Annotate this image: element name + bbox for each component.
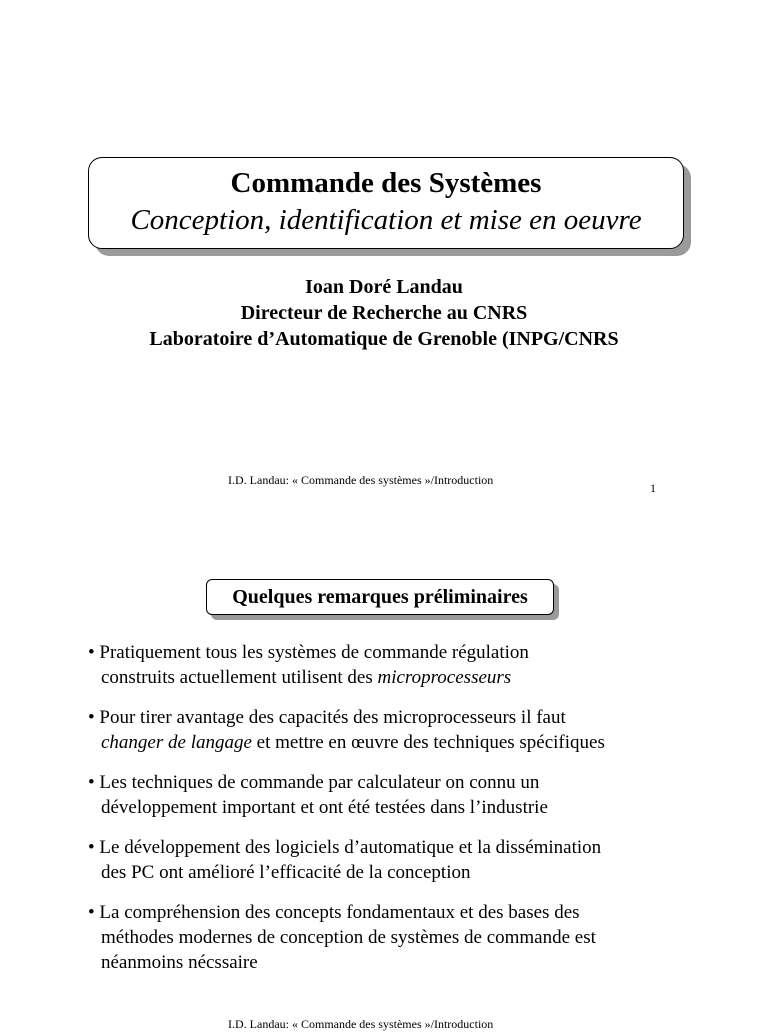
bullet-line: • Le développement des logiciels d’automatique et la dissémination [88,837,602,858]
author-position: Directeur de Recherche au CNRS [240,302,528,324]
section-heading: Quelques remarques préliminaires [206,579,554,615]
bullet-item [88,835,728,885]
bullet-line: • Les techniques de commande par calculateur on connu un [88,772,540,793]
bullet-list [88,640,728,990]
title-box [88,157,684,249]
slide-subtitle: Conception, identification et mise en oeuvre [130,204,642,236]
bullet-text: et mettre en œuvre des techniques spécifiques [251,732,605,753]
bullet-line: développement important et ont été testées dans l’industrie [101,797,548,818]
author-block [0,274,768,352]
slide2-footer: I.D. Landau: « Commande des systèmes »/Introduction [228,1017,494,1031]
bullet-line: néanmoins nécssaire [101,952,258,973]
bullet-line: • La compréhension des concepts fondamentaux et des bases des [88,902,580,923]
bullet-item [88,640,728,690]
bullet-line: • Pratiquement tous les systèmes de commande régulation [88,642,529,663]
bullet-item [88,900,728,975]
bullet-text: construits actuellement utilisent des [101,667,378,688]
emphasis-text: changer de langage [101,732,252,753]
bullet-line: • Pour tirer avantage des capacités des microprocesseurs il faut [88,707,566,728]
slide1-footer: I.D. Landau: « Commande des systèmes »/Introduction [228,473,494,487]
slide-title: Commande des Systèmes [230,167,542,199]
author-name: Ioan Doré Landau [305,276,463,298]
author-lab: Laboratoire d’Automatique de Grenoble (INPG/CNRS [149,328,619,350]
bullet-line: des PC ont amélioré l’efficacité de la conception [101,862,471,883]
page-number: 1 [650,481,656,495]
bullet-line [88,665,728,690]
bullet-line [88,730,728,755]
emphasis-text: microprocesseurs [377,667,512,688]
bullet-line: méthodes modernes de conception de systèmes de commande est [101,927,596,948]
bullet-item [88,705,728,755]
bullet-item [88,770,728,820]
